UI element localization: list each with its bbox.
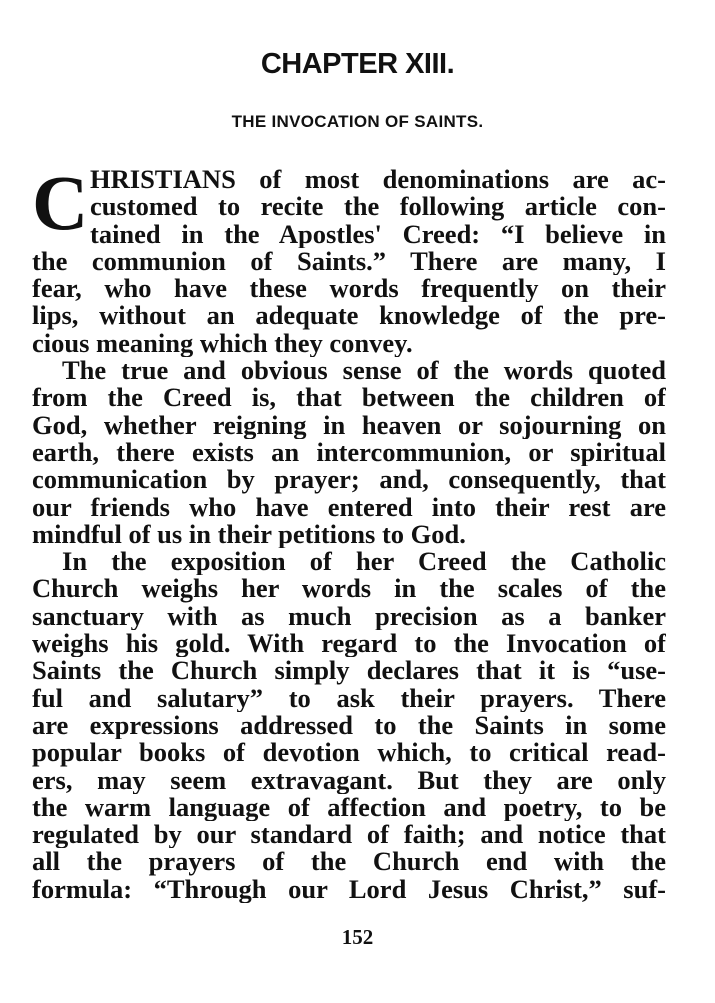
text-line: communication by prayer; and, consequently, that <box>32 466 666 494</box>
text-line: cious meaning which they convey. <box>32 329 413 358</box>
text-line: popular books of devotion which, to critical read- <box>32 739 666 767</box>
text-line: the warm language of affection and poetry, to be <box>32 793 666 822</box>
text-line: customed to recite the following article con- <box>90 193 666 221</box>
text-line: earth, there exists an intercommunion, or spiritual <box>32 438 666 467</box>
text-line: our friends who have entered into their rest are <box>32 493 666 521</box>
text-line: ers, may seem extravagant. But they are only <box>32 766 666 794</box>
text-line: HRISTIANS of most denominations are ac- <box>90 166 666 194</box>
text-line: from the Creed is, that between the children of <box>32 384 666 412</box>
page-number: 152 <box>341 925 374 949</box>
text-line: ful and salutary” to ask their prayers. There <box>32 684 666 712</box>
text-line: the communion of Saints.” There are many, I <box>32 247 666 276</box>
text-line: all the prayers of the Church end with the <box>32 848 666 876</box>
body-text <box>32 159 666 904</box>
text-line: The true and obvious sense of the words quoted <box>62 357 666 385</box>
text-line: tained in the Apostles' Creed: “I believe in <box>90 220 666 248</box>
chapter-heading: CHAPTER XIII. <box>260 48 455 80</box>
text-line: sanctuary with as much precision as a banker <box>32 602 666 631</box>
text-line: Church weighs her words in the scales of the <box>32 575 666 603</box>
text-line: mindful of us in their petitions to God. <box>32 520 466 549</box>
text-line: weighs his gold. With regard to the Invocation of <box>32 630 666 658</box>
text-line: God, whether reigning in heaven or sojourning on <box>32 411 666 439</box>
text-line: are expressions addressed to the Saints in some <box>32 711 666 740</box>
chapter-title: THE INVOCATION OF SAINTS. <box>231 112 484 131</box>
text-line: In the exposition of her Creed the Catholic <box>62 548 666 576</box>
text-line: lips, without an adequate knowledge of the pre- <box>32 302 666 330</box>
text-line: fear, who have these words frequently on their <box>32 275 666 303</box>
text-line: Saints the Church simply declares that it is “use- <box>32 657 666 685</box>
text-line: formula: “Through our Lord Jesus Christ,” suf- <box>32 875 666 904</box>
drop-cap: C <box>32 159 89 246</box>
text-line: regulated by our standard of faith; and notice that <box>32 821 666 849</box>
